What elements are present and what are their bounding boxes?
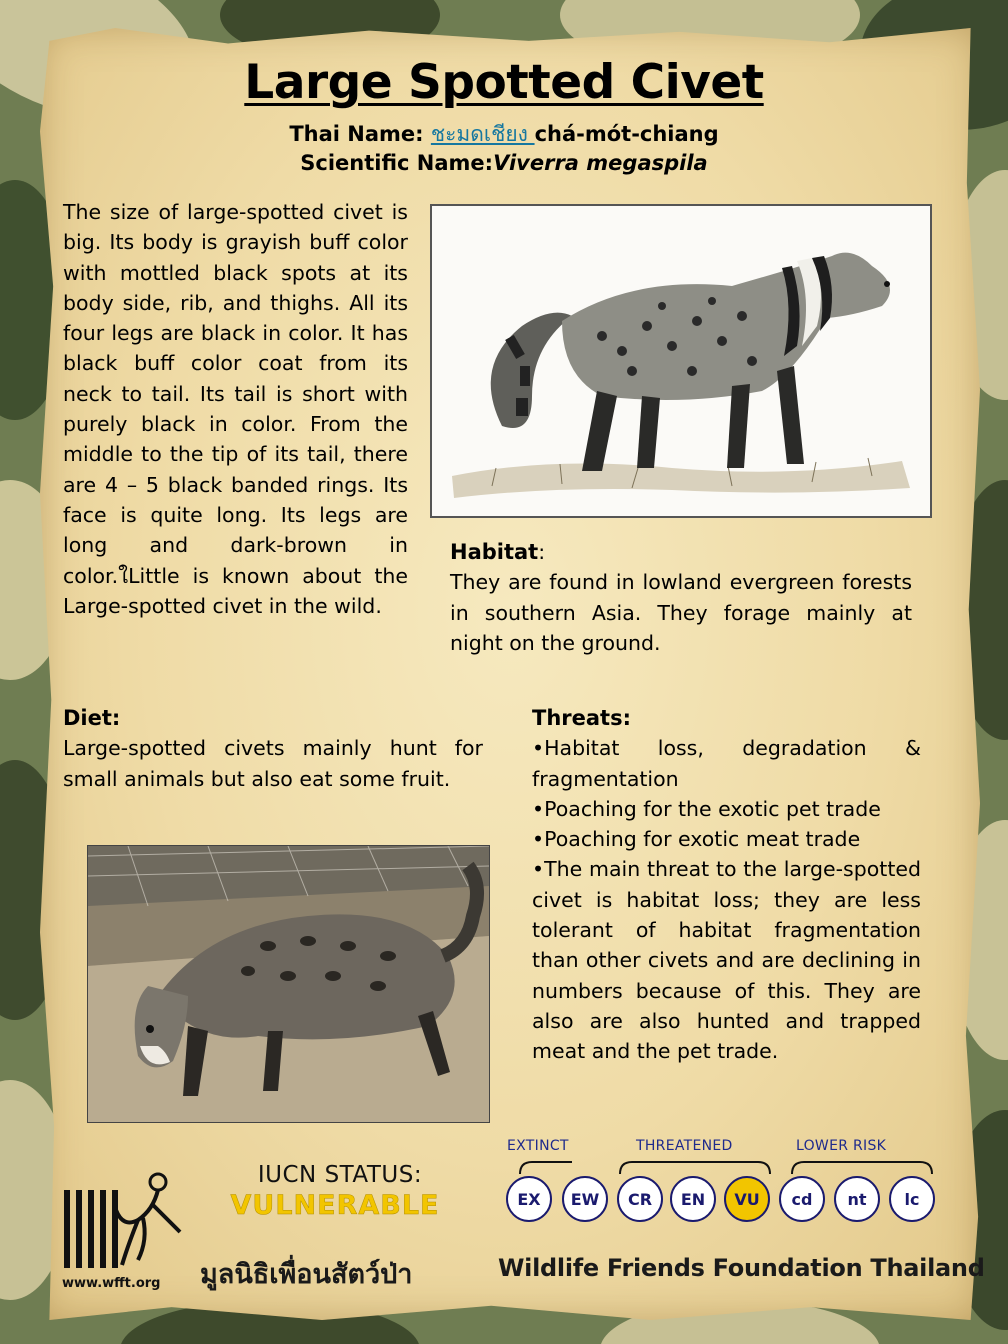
diet-section <box>63 703 483 794</box>
diet-text: Large-spotted civets mainly hunt for small animals but also eat some fruit. <box>63 736 483 791</box>
habitat-colon: : <box>538 540 546 564</box>
threat-item: •The main threat to the large-spotted civet is habitat loss; they are less tolerant of habitat fragmentation than other civets and are declining in numbers because of this. They are also are also hunted and trapped meat and the pet trade. <box>532 857 921 1064</box>
description-text: The size of large-spotted civet is big. Its body is grayish buff color with mottled black spots at its body side, rib, and thighs. All its four legs are black in color. It has black buff color coat from its neck to tail. Its tail is short with purely black in color. From the middle to the tip of its tail, there are 4 – 5 black banded rings. Its face is quite long. Its legs are long and dark-brown in color.ใLittle is known about the Large-spotted civet in the wild. <box>63 200 408 618</box>
civet-photo <box>87 845 490 1123</box>
habitat-section <box>450 537 912 658</box>
iucn-category-en: EN <box>670 1176 716 1222</box>
habitat-heading: Habitat <box>450 540 539 564</box>
scientific-name: Viverra megaspila <box>493 151 708 175</box>
footer-url[interactable]: www.wfft.org <box>62 1276 161 1291</box>
footer-english-org: Wildlife Friends Foundation Thailand <box>498 1254 985 1282</box>
threats-section <box>532 703 921 1067</box>
scientific-name-label: Scientific Name: <box>300 151 494 175</box>
iucn-status-value: VULNERABLE <box>230 1190 440 1221</box>
names-block <box>0 120 1008 178</box>
iucn-category-lc: lc <box>889 1176 935 1222</box>
threat-item: •Poaching for the exotic pet trade <box>532 796 881 821</box>
page-title: Large Spotted Civet <box>244 55 764 110</box>
iucn-category-cr: CR <box>617 1176 663 1222</box>
iucn-group-threatened: THREATENED <box>636 1138 733 1154</box>
threat-item: •Habitat loss, degradation & fragmentation <box>532 736 921 791</box>
thai-name-line <box>0 120 1008 149</box>
iucn-category-ex: EX <box>506 1176 552 1222</box>
thai-name-roman: chá-mót-chiang <box>534 122 719 146</box>
diet-heading: Diet: <box>63 706 121 730</box>
scientific-name-line <box>0 149 1008 178</box>
iucn-category-ew: EW <box>562 1176 608 1222</box>
threat-item: •Poaching for exotic meat trade <box>532 827 861 852</box>
thai-name-label: Thai Name: <box>289 122 431 146</box>
iucn-status-label: IUCN STATUS: <box>257 1162 423 1188</box>
iucn-category-nt: nt <box>834 1176 880 1222</box>
footer-thai-org: มูลนิธิเพื่อนสัตว์ป่า <box>200 1259 413 1290</box>
habitat-text: They are found in lowland evergreen forests in southern Asia. They forage mainly at night on the ground. <box>450 570 912 655</box>
iucn-category-vu: VU <box>724 1176 770 1222</box>
thai-name-link[interactable]: ชะมดเชียง <box>430 122 535 146</box>
civet-illustration <box>430 204 932 518</box>
wfft-logo-icon <box>58 1170 188 1275</box>
iucn-group-extinct: EXTINCT <box>507 1138 569 1154</box>
threats-heading: Threats: <box>532 706 631 730</box>
iucn-category-cd: cd <box>779 1176 825 1222</box>
iucn-scale-brackets <box>500 1150 950 1180</box>
iucn-group-lower-risk: LOWER RISK <box>796 1138 887 1154</box>
